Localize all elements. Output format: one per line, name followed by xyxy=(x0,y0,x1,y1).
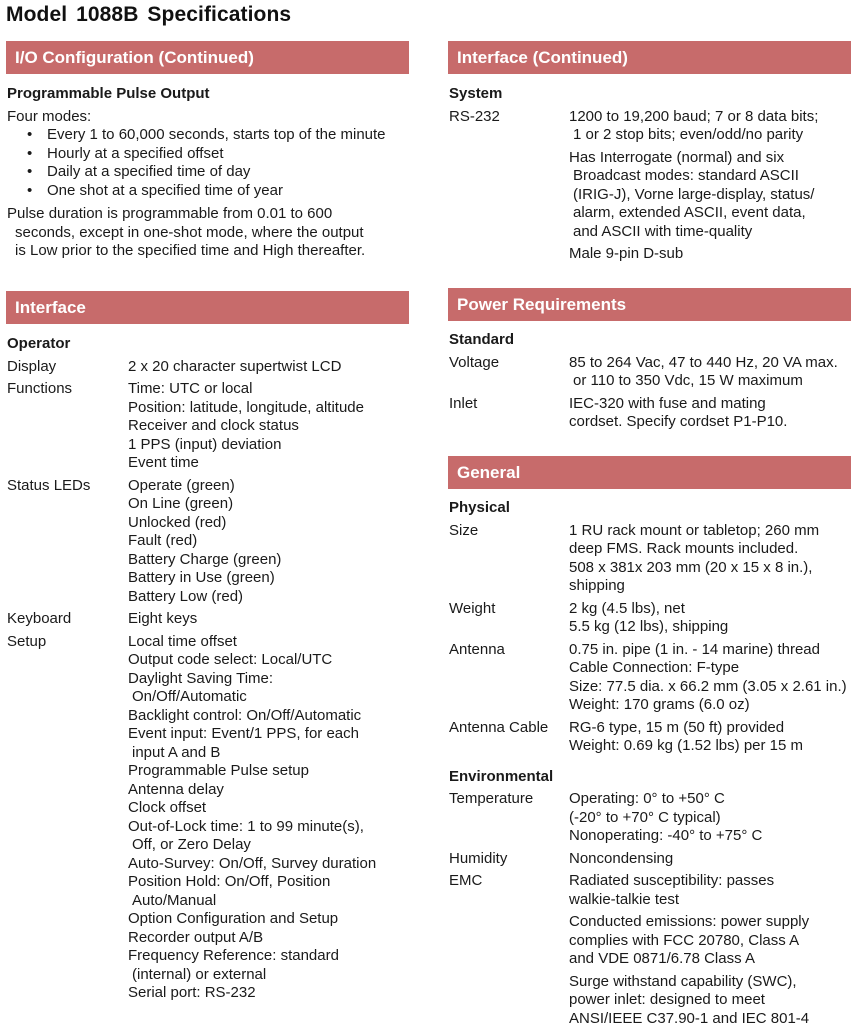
spec-value-line: 2 kg (4.5 lbs), net xyxy=(569,599,685,617)
spec-row xyxy=(449,641,854,715)
spec-values xyxy=(569,850,854,869)
spec-value-line: On Line (green) xyxy=(128,495,234,512)
spec-value-line: input A and B xyxy=(132,743,221,761)
spec-value-line: Serial port: RS-232 xyxy=(128,984,256,1001)
spec-value-line: Auto-Survey: On/Off, Survey duration xyxy=(128,854,377,872)
spec-value-line: Has Interrogate (normal) and six xyxy=(569,148,785,166)
general-body xyxy=(449,499,854,1032)
spec-value-line: Clock offset xyxy=(128,799,207,816)
spec-value-line: Weight: 0.69 kg (1.52 lbs) per 15 m xyxy=(569,737,804,754)
spec-value-line: 508 x 381x 203 mm (20 x 15 x 8 in.), shipping xyxy=(569,558,813,594)
spec-label: Antenna Cable xyxy=(449,718,549,736)
power-spec-rows xyxy=(449,354,854,432)
spec-value-line: Battery Low (red) xyxy=(128,587,244,605)
spec-values xyxy=(569,719,854,756)
io-configuration-body xyxy=(7,85,427,261)
spec-value-line: Recorder output A/B xyxy=(128,928,264,946)
spec-value-line: 1200 to 19,200 baud; 7 or 8 data bits; xyxy=(569,107,819,125)
spec-row xyxy=(7,477,427,607)
spec-value-line: Off, or Zero Delay xyxy=(132,836,251,853)
spec-value-line: Operating: 0° to +50° C xyxy=(569,790,725,807)
spec-value-line: 2 x 20 character supertwist LCD xyxy=(128,357,342,375)
spec-value-line: Noncondensing xyxy=(569,849,674,867)
spec-value-line: 0.75 in. pipe (1 in. - 14 marine) thread xyxy=(569,640,820,658)
subhead-system: System xyxy=(449,85,503,102)
pulse-note-line: is Low prior to the specified time and High thereafter. xyxy=(15,242,366,259)
spec-row xyxy=(7,610,427,629)
spec-row xyxy=(449,790,854,846)
spec-label: Keyboard xyxy=(7,610,72,627)
mode-item: • Hourly at a specified offset xyxy=(27,145,427,164)
spec-values xyxy=(128,380,427,473)
spec-value-line: Position: latitude, longitude, altitude xyxy=(128,398,364,416)
spec-value-line: Position Hold: On/Off, Position xyxy=(128,873,331,890)
spec-label: RS-232 xyxy=(449,107,500,125)
modes-list xyxy=(7,126,427,200)
spec-value-line: walkie-talkie test xyxy=(569,890,680,908)
spec-label: Weight xyxy=(449,599,496,617)
subhead-operator: Operator xyxy=(7,335,71,352)
physical-spec-rows xyxy=(449,522,854,756)
spec-label: Antenna xyxy=(449,640,505,658)
spec-value-line: Auto/Manual xyxy=(132,891,217,909)
spec-value-line: Weight: 170 grams (6.0 oz) xyxy=(569,696,750,713)
spec-label: Humidity xyxy=(449,849,508,867)
spec-label: EMC xyxy=(449,872,483,889)
spec-value-line: (-20° to +70° C typical) xyxy=(569,808,721,826)
spec-value-line: Surge withstand capability (SWC), xyxy=(569,972,797,990)
spec-row-rs232 xyxy=(449,108,854,264)
spec-value-line: Battery in Use (green) xyxy=(128,569,275,586)
spec-value-line: Local time offset xyxy=(128,632,237,650)
subhead-programmable-pulse: Programmable Pulse Output xyxy=(7,85,210,102)
spec-values xyxy=(128,477,427,607)
environmental-spec-rows xyxy=(449,790,854,868)
interface-continued-body xyxy=(449,85,854,268)
spec-values xyxy=(569,395,854,432)
spec-value-line: Event input: Event/1 PPS, for each xyxy=(128,725,359,742)
spec-values xyxy=(569,790,854,846)
subhead-standard: Standard xyxy=(449,331,515,348)
spec-label: Display xyxy=(7,357,57,375)
spec-row xyxy=(449,354,854,391)
spec-value-line: Fault (red) xyxy=(128,532,198,549)
spec-row xyxy=(449,719,854,756)
spec-label: Functions xyxy=(7,380,73,397)
spec-label: Temperature xyxy=(449,790,534,807)
spec-value-line: Eight keys xyxy=(128,610,198,627)
spec-value-line: Conducted emissions: power supply xyxy=(569,913,810,930)
spec-label: Setup xyxy=(7,632,47,650)
spec-value-line: and VDE 0871/6.78 Class A xyxy=(569,950,755,967)
spec-value-line: IEC-320 with fuse and mating xyxy=(569,394,766,412)
spec-row xyxy=(7,380,427,473)
mode-item: • One shot at a specified time of year xyxy=(27,182,427,201)
interface-spec-rows xyxy=(7,358,427,1003)
spec-value-line: 85 to 264 Vac, 47 to 440 Hz, 20 VA max. xyxy=(569,353,838,371)
spec-values xyxy=(128,633,427,1003)
spec-row xyxy=(7,358,427,377)
spec-value-line: (internal) or external xyxy=(132,965,267,983)
section-header-general: General xyxy=(448,456,851,489)
spec-values xyxy=(569,641,854,715)
section-header-interface: Interface xyxy=(6,291,409,324)
power-body xyxy=(449,331,854,436)
spec-values xyxy=(128,358,427,377)
spec-value-line: Battery Charge (green) xyxy=(128,550,282,568)
spec-value-line: or 110 to 350 Vdc, 15 W maximum xyxy=(573,372,803,389)
page-title: Model 1088B Specifications xyxy=(6,3,292,26)
spec-values xyxy=(569,354,854,391)
spec-values xyxy=(569,600,854,637)
spec-values xyxy=(569,872,854,1028)
spec-value-line: Time: UTC or local xyxy=(128,380,253,397)
spec-value-line: Programmable Pulse setup xyxy=(128,762,309,779)
section-header-interface-continued: Interface (Continued) xyxy=(448,41,851,74)
spec-values xyxy=(569,522,854,596)
spec-value-line: Male 9-pin D-sub xyxy=(569,245,684,262)
spec-value-line: Receiver and clock status xyxy=(128,417,299,434)
mode-item: • Every 1 to 60,000 seconds, starts top of the minute xyxy=(27,126,427,145)
spec-value-line: Cable Connection: F-type xyxy=(569,659,740,676)
spec-value-line: Operate (green) xyxy=(128,476,235,494)
spec-value-line: Broadcast modes: standard ASCII xyxy=(573,167,799,184)
spec-value-line: Frequency Reference: standard xyxy=(128,947,339,964)
spec-value-line: Option Configuration and Setup xyxy=(128,910,339,927)
spec-value-line: Out-of-Lock time: 1 to 99 minute(s), xyxy=(128,817,364,835)
spec-value-line: 1 PPS (input) deviation xyxy=(128,435,282,453)
spec-row xyxy=(7,633,427,1003)
spec-value-line: ANSI/IEEE C37.90-1 and IEC 801-4 xyxy=(569,1009,810,1027)
spec-value-line: Daylight Saving Time: xyxy=(128,669,274,687)
spec-row xyxy=(449,522,854,596)
spec-value-line: 1 RU rack mount or tabletop; 260 mm xyxy=(569,521,820,539)
spec-values xyxy=(569,108,854,264)
section-header-power-requirements: Power Requirements xyxy=(448,288,851,321)
pulse-note-line: seconds, except in one-shot mode, where the output xyxy=(15,223,364,241)
pulse-duration-note xyxy=(7,205,427,261)
spec-value-line: cordset. Specify cordset P1-P10. xyxy=(569,413,788,430)
spec-value-line: Unlocked (red) xyxy=(128,513,227,531)
spec-label: Inlet xyxy=(449,394,478,412)
spec-row xyxy=(449,850,854,869)
spec-row xyxy=(449,395,854,432)
spec-row-emc xyxy=(449,872,854,1028)
spec-value-line: Output code select: Local/UTC xyxy=(128,651,333,668)
spec-value-line: Event time xyxy=(128,454,199,471)
spec-label: Status LEDs xyxy=(7,476,91,494)
spec-value-line: alarm, extended ASCII, event data, xyxy=(573,204,806,221)
spec-values xyxy=(128,610,427,629)
spec-value-line: Size: 77.5 dia. x 66.2 mm (3.05 x 2.61 in.) xyxy=(569,677,847,695)
interface-body xyxy=(7,335,427,1007)
spec-value-line: Radiated susceptibility: passes xyxy=(569,872,775,889)
spec-value-line: complies with FCC 20780, Class A xyxy=(569,931,800,949)
spec-value-line: (IRIG-J), Vorne large-display, status/ xyxy=(573,185,815,203)
spec-value-line: 1 or 2 stop bits; even/odd/no parity xyxy=(573,126,804,143)
mode-item: • Daily at a specified time of day xyxy=(27,163,427,182)
spec-value-line: Antenna delay xyxy=(128,780,224,798)
spec-label: Voltage xyxy=(449,353,500,371)
section-header-io-configuration: I/O Configuration (Continued) xyxy=(6,41,409,74)
subhead-environmental: Environmental xyxy=(449,767,554,785)
spec-label: Size xyxy=(449,521,479,539)
spec-value-line: Backlight control: On/Off/Automatic xyxy=(128,706,362,724)
spec-value-line: RG-6 type, 15 m (50 ft) provided xyxy=(569,718,785,736)
spec-row xyxy=(449,600,854,637)
subhead-physical: Physical xyxy=(449,499,510,516)
modes-intro: Four modes: xyxy=(7,107,92,125)
spec-value-line: deep FMS. Rack mounts included. xyxy=(569,540,799,557)
spec-value-line: 5.5 kg (12 lbs), shipping xyxy=(569,618,729,635)
pulse-note-line: Pulse duration is programmable from 0.01 to 600 xyxy=(7,205,333,222)
spec-value-line: power inlet: designed to meet xyxy=(569,991,765,1008)
spec-value-line: On/Off/Automatic xyxy=(132,688,247,705)
spec-value-line: and ASCII with time-quality xyxy=(573,222,753,240)
spec-value-line: Nonoperating: -40° to +75° C xyxy=(569,827,763,844)
